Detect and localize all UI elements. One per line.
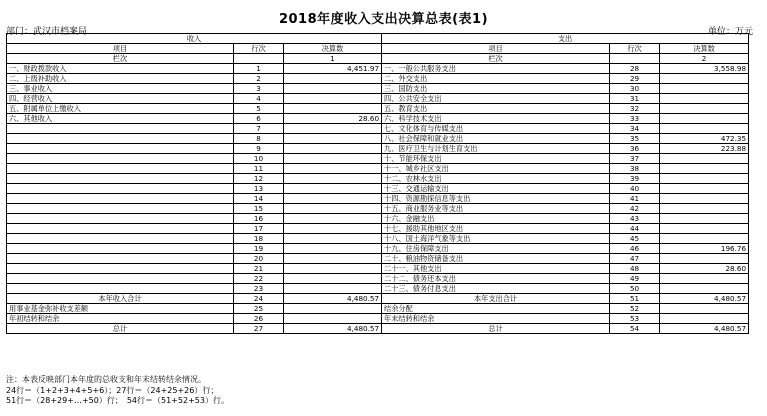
table-row [7,134,749,144]
income-item: 年初结转和结余 [7,314,234,324]
expense-amount [660,104,749,114]
expense-row-number: 47 [610,254,660,264]
table-row [7,64,749,74]
expense-amount: 472.35 [660,134,749,144]
table-row [7,284,749,294]
expense-row-number: 30 [610,84,660,94]
income-amount [284,194,382,204]
expense-row-number: 50 [610,284,660,294]
income-item [7,284,234,294]
table-row [7,94,749,104]
income-row-number: 2 [234,74,284,84]
expense-amount [660,164,749,174]
table-row [7,224,749,234]
income-item: 一、财政拨款收入 [7,64,234,74]
expense-amount: 4,480.57 [660,294,749,304]
expense-row-number: 45 [610,234,660,244]
income-rowno-header: 行次 [234,44,284,54]
income-item: 总计 [7,324,234,334]
expense-item: 十四、资源勘探信息等支出 [382,194,610,204]
expense-col-idx-label: 栏次 [382,54,610,64]
income-item [7,164,234,174]
column-header-row [7,44,749,54]
section-header-row [7,34,749,44]
expense-amount [660,234,749,244]
table-row [7,234,749,244]
table-row [7,194,749,204]
income-row-number: 19 [234,244,284,254]
table-row [7,254,749,264]
expense-amount [660,184,749,194]
expense-amount: 4,480.57 [660,324,749,334]
income-row-number: 14 [234,194,284,204]
income-item [7,124,234,134]
expense-row-number: 39 [610,174,660,184]
expense-row-number: 54 [610,324,660,334]
expense-row-number: 32 [610,104,660,114]
income-row-number: 3 [234,84,284,94]
expense-row-number: 49 [610,274,660,284]
expense-item: 二十一、其他支出 [382,264,610,274]
grand-total-row [7,324,749,334]
expense-item: 十五、商业服务业等支出 [382,204,610,214]
expense-item: 本年支出合计 [382,294,610,304]
department-label: 部门：武汉市档案局 [6,27,88,37]
table-row [7,154,749,164]
expense-amount [660,254,749,264]
income-row-number: 5 [234,104,284,114]
income-row-number: 15 [234,204,284,214]
income-item [7,134,234,144]
expense-item: 十一、城乡社区支出 [382,164,610,174]
income-amount [284,224,382,234]
income-amount [284,174,382,184]
income-item: 三、事业收入 [7,84,234,94]
expense-amount: 223.88 [660,144,749,154]
income-row-number: 20 [234,254,284,264]
income-section-header: 收入 [7,34,382,44]
income-row-number: 26 [234,314,284,324]
expense-item: 七、文化体育与传媒支出 [382,124,610,134]
table-row [7,304,749,314]
expense-item: 年末结转和结余 [382,314,610,324]
income-item [7,234,234,244]
expense-item-header: 项目 [382,44,610,54]
table-row [7,174,749,184]
table-row [7,314,749,324]
expense-row-number: 36 [610,144,660,154]
income-amount [284,204,382,214]
empty-cell [610,54,660,64]
expense-item: 二十二、债务还本支出 [382,274,610,284]
income-amount [284,164,382,174]
expense-amount [660,124,749,134]
income-item [7,144,234,154]
expense-section-header: 支出 [382,34,749,44]
footnotes [6,375,229,407]
expense-item: 总计 [382,324,610,334]
expense-item: 六、科学技术支出 [382,114,610,124]
income-item-header: 项目 [7,44,234,54]
income-row-number: 6 [234,114,284,124]
income-amount [284,124,382,134]
expense-item: 二十、粮油物资储备支出 [382,254,610,264]
expense-amount [660,274,749,284]
income-amount: 28.60 [284,114,382,124]
income-item [7,274,234,284]
expense-amount [660,74,749,84]
expense-row-number: 29 [610,74,660,84]
expense-row-number: 53 [610,314,660,324]
expense-row-number: 51 [610,294,660,304]
footnote-line: 51行＝（28+29+…+50）行； 54行＝（51+52+53）行。 [6,396,229,405]
expense-amount [660,94,749,104]
income-item [7,224,234,234]
income-item [7,194,234,204]
expense-item: 十九、住房保障支出 [382,244,610,254]
table-row [7,274,749,284]
expense-item: 五、教育支出 [382,104,610,114]
expense-row-number: 37 [610,154,660,164]
expense-item: 十八、国土海洋气象等支出 [382,234,610,244]
table-row [7,204,749,214]
table-row [7,264,749,274]
income-item: 六、其他收入 [7,114,234,124]
income-item: 用事业基金弥补收支差额 [7,304,234,314]
expense-row-number: 40 [610,184,660,194]
income-amount [284,264,382,274]
income-amount [284,284,382,294]
expense-item: 二十三、债务付息支出 [382,284,610,294]
expense-amount [660,204,749,214]
expense-item: 三、国防支出 [382,84,610,94]
income-amount: 4,480.57 [284,294,382,304]
income-amount [284,144,382,154]
expense-item: 结余分配 [382,304,610,314]
income-row-number: 11 [234,164,284,174]
expense-row-number: 52 [610,304,660,314]
expense-amount [660,314,749,324]
table-row [7,114,749,124]
expense-row-number: 34 [610,124,660,134]
income-amount [284,184,382,194]
expense-row-number: 42 [610,204,660,214]
expense-row-number: 41 [610,194,660,204]
income-row-number: 17 [234,224,284,234]
expense-col-idx: 2 [660,54,749,64]
expense-row-number: 31 [610,94,660,104]
expense-item: 十、节能环保支出 [382,154,610,164]
expense-row-number: 35 [610,134,660,144]
income-row-number: 16 [234,214,284,224]
expense-row-number: 44 [610,224,660,234]
income-amount [284,274,382,284]
expense-amount [660,84,749,94]
income-amount [284,254,382,264]
expense-item: 九、医疗卫生与计划生育支出 [382,144,610,154]
income-col-idx-label: 栏次 [7,54,234,64]
expense-item: 十二、农林水支出 [382,174,610,184]
expense-amount [660,194,749,204]
expense-amount: 28.60 [660,264,749,274]
table-row [7,214,749,224]
income-item [7,174,234,184]
income-row-number: 10 [234,154,284,164]
table-row [7,124,749,134]
income-amount-header: 决算数 [284,44,382,54]
income-item [7,254,234,264]
income-row-number: 9 [234,144,284,154]
expense-item: 十七、援助其他地区支出 [382,224,610,234]
expense-row-number: 48 [610,264,660,274]
income-row-number: 21 [234,264,284,274]
expense-amount [660,114,749,124]
income-row-number: 22 [234,274,284,284]
income-item [7,154,234,164]
income-amount [284,244,382,254]
income-item: 二、上级补助收入 [7,74,234,84]
income-row-number: 24 [234,294,284,304]
income-amount [284,314,382,324]
expense-item: 一、一般公共服务支出 [382,64,610,74]
expense-amount [660,284,749,294]
expense-row-number: 38 [610,164,660,174]
expense-row-number: 46 [610,244,660,254]
income-item [7,244,234,254]
expense-row-number: 33 [610,114,660,124]
expense-amount [660,174,749,184]
expense-row-number: 43 [610,214,660,224]
expense-item: 八、社会保障和就业支出 [382,134,610,144]
income-col-idx: 1 [284,54,382,64]
income-amount [284,94,382,104]
income-item: 四、经营收入 [7,94,234,104]
footnote-line: 24行＝（1+2+3+4+5+6）；27行＝（24+25+26）行； [6,385,219,395]
table-row [7,184,749,194]
expense-amount [660,154,749,164]
income-row-number: 8 [234,134,284,144]
expense-amount: 196.76 [660,244,749,254]
income-item [7,264,234,274]
income-amount [284,104,382,114]
table-row [7,104,749,114]
empty-cell [234,54,284,64]
income-row-number: 1 [234,64,284,74]
budget-summary-table [6,33,749,334]
income-row-number: 12 [234,174,284,184]
table-row [7,84,749,94]
income-amount [284,214,382,224]
income-amount [284,74,382,84]
income-row-number: 4 [234,94,284,104]
annual-total-row [7,294,749,304]
expense-rowno-header: 行次 [610,44,660,54]
income-amount [284,234,382,244]
expense-amount: 3,558.98 [660,64,749,74]
income-row-number: 7 [234,124,284,134]
income-amount [284,84,382,94]
expense-item: 二、外交支出 [382,74,610,84]
income-row-number: 27 [234,324,284,334]
table-row [7,164,749,174]
income-row-number: 25 [234,304,284,314]
income-amount: 4,451.97 [284,64,382,74]
income-row-number: 13 [234,184,284,194]
income-amount [284,154,382,164]
income-amount [284,304,382,314]
unit-label: 单位：万元 [707,27,753,37]
expense-amount [660,214,749,224]
expense-row-number: 28 [610,64,660,74]
income-row-number: 18 [234,234,284,244]
footnote-line: 注：本表反映部门本年度的总收支和年末结转结余情况。 [6,375,206,384]
income-item [7,204,234,214]
income-item: 本年收入合计 [7,294,234,304]
income-amount [284,134,382,144]
expense-amount [660,304,749,314]
expense-item: 十六、金融支出 [382,214,610,224]
table-row [7,144,749,154]
expense-item: 四、公共安全支出 [382,94,610,104]
expense-amount [660,224,749,234]
report-title: 2018年度收入支出决算总表(表1) [278,12,489,27]
table-row [7,74,749,84]
income-item: 五、附属单位上缴收入 [7,104,234,114]
income-row-number: 23 [234,284,284,294]
expense-item: 十三、交通运输支出 [382,184,610,194]
income-item [7,214,234,224]
column-index-row [7,54,749,64]
income-amount: 4,480.57 [284,324,382,334]
expense-amount-header: 决算数 [660,44,749,54]
income-item [7,184,234,194]
table-row [7,244,749,254]
